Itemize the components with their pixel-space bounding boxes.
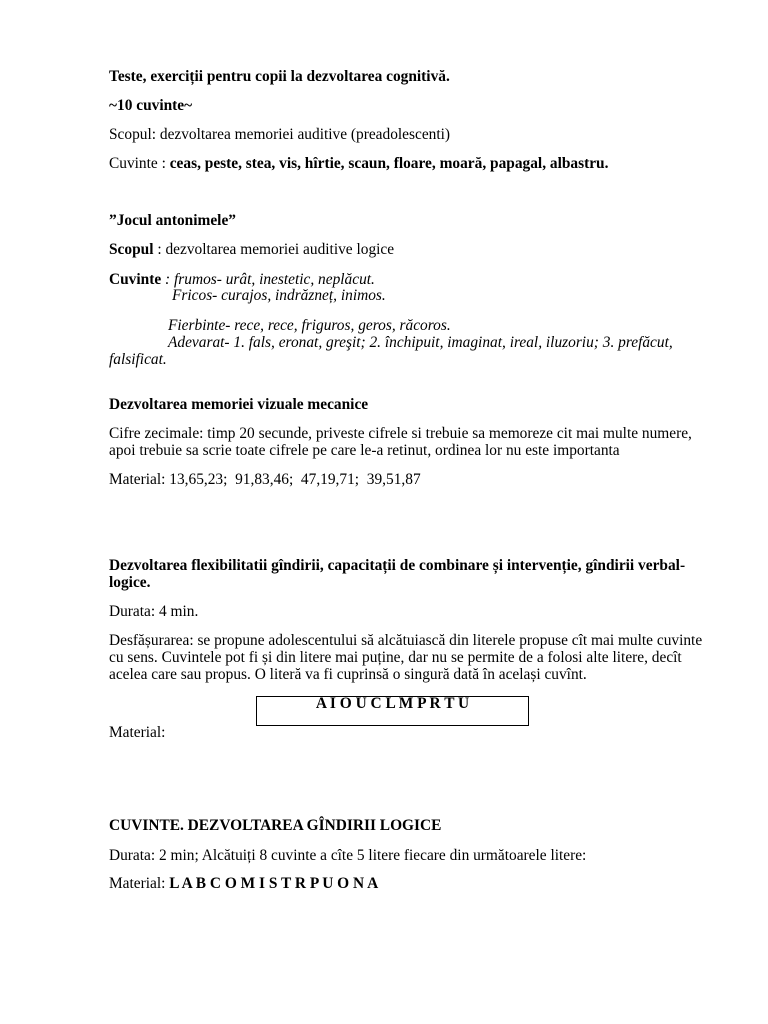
antonym-scope-label: Scopul	[109, 241, 154, 258]
antonym-words-line: falsificat.	[109, 351, 167, 368]
letters-box: A I O U C L M P R T U	[256, 696, 529, 726]
word-count-heading: ~10 cuvinte~	[109, 97, 193, 114]
document-title: Teste, exerciții pentru copii la dezvoltarea cognitivă.	[109, 68, 450, 85]
word-list: ceas, peste, stea, vis, hîrtie, scaun, floare, moară, papagal, albastru.	[169, 155, 609, 172]
antonym-scope-line	[109, 241, 394, 258]
antonym-words-line: Fricos- curajos, indrăzneț, inimos.	[172, 287, 386, 304]
antonym-words-first: : frumos- urât, inestetic, neplăcut.	[161, 271, 375, 288]
antonym-words-label: Cuvinte	[109, 271, 162, 288]
logical-thinking-material-line	[109, 875, 378, 892]
word-list-line	[109, 155, 608, 172]
visual-memory-description: apoi trebuie sa scrie toate cifrele pe care le-a retinut, ordinea lor nu este importanta	[109, 442, 620, 459]
visual-memory-material: Material: 13,65,23; 91,83,46; 47,19,71; 39,51,87	[109, 471, 421, 488]
flexibility-material-label: Material:	[109, 724, 166, 741]
flexibility-title: Dezvoltarea flexibilitatii gîndirii, capacitații de combinare și intervenție, gîndirii verbal-	[109, 557, 686, 574]
flexibility-title: logice.	[109, 574, 151, 591]
logical-thinking-duration: Durata: 2 min; Alcătuiți 8 cuvinte a cîte 5 litere fiecare din următoarele litere:	[109, 847, 587, 864]
antonym-scope-text: : dezvoltarea memoriei auditive logice	[153, 241, 395, 258]
flexibility-duration: Durata: 4 min.	[109, 603, 199, 620]
word-list-label: Cuvinte :	[109, 155, 170, 172]
flexibility-procedure: Desfășurarea: se propune adolescentului să alcătuiască din literele propuse cît mai multe cuvinte	[109, 632, 703, 649]
antonym-words-line: Adevarat- 1. fals, eronat, greşit; 2. închipuit, imaginat, ireal, iluzoriu; 3. prefăcut,	[168, 334, 673, 351]
flexibility-procedure: cu sens. Cuvintele pot fi și din litere mai puține, dar nu se permite de a folosi alte litere, decît	[109, 649, 682, 666]
scope-line: Scopul: dezvoltarea memoriei auditive (preadolescenti)	[109, 126, 451, 143]
antonym-words-line	[109, 271, 375, 288]
visual-memory-title: Dezvoltarea memoriei vizuale mecanice	[109, 396, 369, 413]
logical-thinking-letters: L A B C O M I S T R P U O N A	[169, 875, 379, 892]
antonym-game-title: ”Jocul antonimele”	[109, 212, 236, 229]
visual-memory-description: Cifre zecimale: timp 20 secunde, priveste cifrele si trebuie sa memoreze cit mai multe numere,	[109, 425, 692, 442]
logical-thinking-title: CUVINTE. DEZVOLTAREA GÎNDIRII LOGICE	[109, 817, 442, 834]
flexibility-procedure: acelea care sau propus. O literă va fi cuprinsă o singură dată în același cuvînt.	[109, 666, 587, 683]
logical-thinking-material-label: Material:	[109, 875, 170, 892]
antonym-words-line: Fierbinte- rece, rece, friguros, geros, răcoros.	[168, 317, 451, 334]
